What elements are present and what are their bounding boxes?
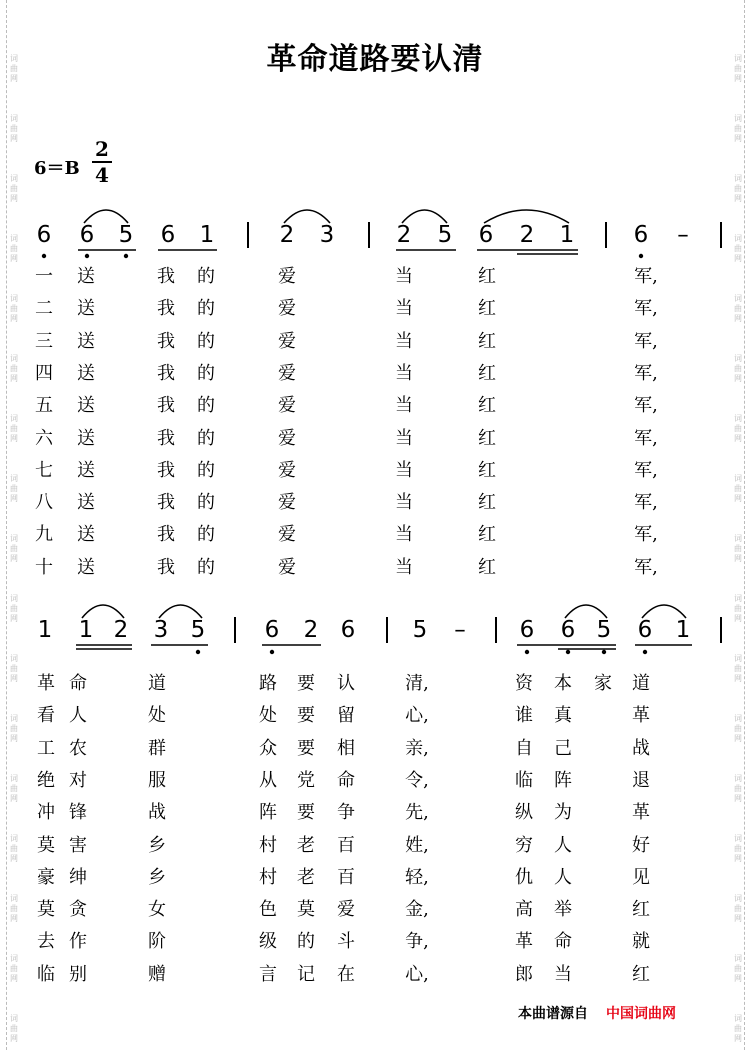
line2-lyric: 革 — [515, 931, 533, 953]
line2-lyric: 先, — [405, 802, 429, 824]
line1-lyric: 我 — [157, 492, 175, 514]
watermark-text: 词 曲 网 — [10, 414, 18, 443]
line2-lyric: 去 — [37, 931, 55, 953]
line2-lyric: 别 — [69, 963, 87, 985]
line1-lyric: 八 — [35, 492, 53, 514]
line2-lyric: 退 — [632, 769, 650, 791]
line2-lyric: 好 — [632, 834, 650, 856]
line1-lyric: 送 — [77, 492, 95, 514]
line1-lyric: 二 — [35, 298, 53, 320]
line2-note: 5 — [596, 617, 612, 643]
line2-lyric: 莫 — [37, 899, 55, 921]
line2-lyric: 纵 — [515, 802, 533, 824]
line1-lyric: 红 — [478, 266, 496, 287]
low-octave-dot — [525, 650, 529, 654]
line1-lyric: 四 — [35, 362, 53, 384]
line2-lyric: 阵 — [259, 802, 277, 824]
line1-note: 5 — [437, 222, 453, 248]
line2-lyric: 对 — [69, 769, 87, 791]
line2-lyric: 村 — [259, 866, 277, 888]
line2-lyric: 莫 — [37, 834, 55, 856]
line1-lyric: 爱 — [278, 395, 296, 417]
watermark-text: 词 曲 网 — [10, 714, 18, 743]
line1-lyric: 爱 — [278, 427, 296, 449]
line2-note: 6 — [637, 617, 653, 643]
line1-lyric: 七 — [35, 459, 53, 481]
watermark-text: 词 曲 网 — [10, 1014, 18, 1043]
line1-lyric: 爱 — [278, 524, 296, 546]
line2-lyric: 轻, — [405, 866, 429, 888]
watermark-text: 词 曲 网 — [734, 894, 742, 923]
line1-lyric: 当 — [395, 459, 413, 481]
watermark-text: 词 曲 网 — [734, 534, 742, 563]
line1-lyric: 当 — [395, 492, 413, 514]
line2-lyric: 家 — [594, 673, 612, 694]
line2-lyric: 革 — [632, 802, 650, 824]
line1-lyric: 一 — [35, 266, 53, 287]
line1-lyric: 送 — [77, 524, 95, 546]
line1-note: 6 — [36, 222, 52, 248]
line1-lyric: 爱 — [278, 556, 296, 578]
watermark-text: 词 曲 网 — [734, 234, 742, 263]
slur — [402, 210, 447, 223]
line1-lyric: 五 — [35, 395, 53, 417]
slur — [84, 210, 128, 223]
line1-lyric: 当 — [395, 330, 413, 352]
line1-lyric: 我 — [157, 362, 175, 384]
line1-lyric: 的 — [197, 556, 215, 578]
line1-lyric: 军, — [634, 427, 658, 449]
low-octave-dot — [42, 254, 46, 258]
watermark-text: 词 曲 网 — [734, 174, 742, 203]
watermark-text: 词 曲 网 — [10, 954, 18, 983]
slur — [284, 210, 330, 223]
line1-note: 2 — [279, 222, 295, 248]
line2-lyric: 举 — [554, 899, 572, 921]
line2-lyric: 谁 — [515, 705, 533, 727]
line1-lyric: 的 — [197, 492, 215, 514]
line1-lyric: 军, — [634, 492, 658, 514]
line2-lyric: 就 — [632, 931, 650, 953]
watermark-text: 词 曲 网 — [734, 474, 742, 503]
watermark-text: 词 曲 网 — [10, 774, 18, 803]
line2-lyric: 红 — [632, 963, 650, 985]
line2-lyric: 莫 — [297, 899, 315, 921]
low-octave-dot — [124, 254, 128, 258]
line2-lyric: 冲 — [37, 802, 55, 824]
watermark-text: 词 曲 网 — [10, 54, 18, 83]
line2-note: 6 — [560, 617, 576, 643]
line2-lyric: 心, — [405, 963, 429, 985]
line2-lyric: 斗 — [337, 931, 355, 953]
line1-lyric: 当 — [395, 524, 413, 546]
line1-lyric: 送 — [77, 556, 95, 578]
line2-lyric: 工 — [37, 737, 55, 759]
line2-lyric: 自 — [515, 737, 533, 759]
line2-lyric: 临 — [515, 769, 533, 791]
line2-lyric: 锋 — [69, 802, 87, 824]
song-title: 革命道路要认清 — [266, 42, 484, 77]
watermark-text: 词 曲 网 — [734, 114, 742, 143]
watermark-text: 词 曲 网 — [10, 534, 18, 563]
line2-lyric: 看 — [37, 705, 55, 727]
line2-lyric: 人 — [554, 866, 572, 888]
line1-lyric: 送 — [77, 459, 95, 481]
line1-lyric: 爱 — [278, 459, 296, 481]
line1-lyric: 的 — [197, 330, 215, 352]
line2-lyric: 绅 — [69, 866, 87, 888]
watermark-text: 词 曲 网 — [734, 54, 742, 83]
line2-lyric: 高 — [515, 899, 533, 921]
line2-lyric: 记 — [297, 963, 315, 985]
line2-lyric: 作 — [69, 931, 87, 953]
line2-lyric: 革 — [37, 673, 55, 694]
line1-lyric: 送 — [77, 362, 95, 384]
watermark-text: 词 曲 网 — [10, 294, 18, 323]
line2-lyric: 要 — [297, 802, 315, 824]
line2-note: 2 — [113, 617, 129, 643]
line1-lyric: 送 — [77, 298, 95, 320]
line1-lyric: 我 — [157, 524, 175, 546]
line2-note: – — [454, 617, 466, 643]
line2-lyric: 老 — [297, 866, 315, 888]
line1-note: – — [677, 222, 689, 248]
line2-lyric: 令, — [405, 769, 429, 791]
line2-lyric: 绝 — [37, 769, 55, 791]
line2-lyric: 留 — [337, 705, 355, 727]
source-label: 本曲谱源自 — [518, 1006, 588, 1022]
line2-lyric: 命 — [337, 769, 355, 791]
line1-lyric: 的 — [197, 298, 215, 320]
key-signature: 6＝B — [34, 158, 80, 179]
low-octave-dot — [270, 650, 274, 654]
line1-lyric: 爱 — [278, 298, 296, 320]
line2-lyric: 从 — [259, 769, 277, 791]
line1-note: 2 — [519, 222, 535, 248]
line2-note: 2 — [303, 617, 319, 643]
line1-lyric: 的 — [197, 395, 215, 417]
line1-lyric: 红 — [478, 556, 496, 578]
line1-lyric: 当 — [395, 395, 413, 417]
line1-lyric: 红 — [478, 524, 496, 546]
line1-lyric: 的 — [197, 524, 215, 546]
line2-lyric: 在 — [337, 963, 355, 985]
line2-lyric: 服 — [148, 769, 166, 791]
line2-note: 1 — [37, 617, 53, 643]
line2-lyric: 豪 — [37, 866, 55, 888]
line1-lyric: 我 — [157, 427, 175, 449]
source-brand-link[interactable]: 中国词曲网 — [606, 1006, 676, 1022]
line2-lyric: 村 — [259, 834, 277, 856]
line1-lyric: 军, — [634, 330, 658, 352]
line2-lyric: 姓, — [405, 834, 429, 856]
line2-lyric: 害 — [69, 834, 87, 856]
line2-lyric: 本 — [554, 673, 572, 694]
watermark-text: 词 曲 网 — [734, 654, 742, 683]
line1-lyric: 红 — [478, 492, 496, 514]
slur — [565, 605, 607, 618]
line1-note: 1 — [199, 222, 215, 248]
line2-note: 1 — [78, 617, 94, 643]
line1-lyric: 军, — [634, 266, 658, 287]
line1-lyric: 军, — [634, 524, 658, 546]
line2-lyric: 阵 — [554, 769, 572, 791]
line1-lyric: 我 — [157, 459, 175, 481]
line1-lyric: 的 — [197, 427, 215, 449]
line1-note: 6 — [478, 222, 494, 248]
line1-lyric: 军, — [634, 298, 658, 320]
line1-note: 1 — [559, 222, 575, 248]
line2-lyric: 争, — [405, 931, 429, 953]
line2-lyric: 要 — [297, 673, 315, 694]
line2-lyric: 言 — [259, 963, 277, 985]
time-signature-top: 2 — [95, 137, 109, 161]
line2-lyric: 战 — [632, 737, 650, 759]
line2-lyric: 临 — [37, 963, 55, 985]
line2-lyric: 见 — [632, 866, 650, 888]
line1-lyric: 九 — [35, 524, 53, 546]
line1-note: 6 — [79, 222, 95, 248]
line1-lyric: 我 — [157, 330, 175, 352]
line1-lyric: 军, — [634, 556, 658, 578]
line2-lyric: 穷 — [515, 834, 533, 856]
line2-lyric: 为 — [554, 802, 572, 824]
line2-lyric: 群 — [148, 737, 166, 759]
line2-lyric: 众 — [259, 737, 277, 759]
line2-lyric: 要 — [297, 705, 315, 727]
line2-lyric: 百 — [337, 834, 355, 856]
low-octave-dot — [196, 650, 200, 654]
line2-lyric: 百 — [337, 866, 355, 888]
line2-lyric: 革 — [632, 705, 650, 727]
line1-lyric: 我 — [157, 395, 175, 417]
line2-note: 5 — [190, 617, 206, 643]
watermark-text: 词 曲 网 — [10, 354, 18, 383]
line2-lyric: 要 — [297, 737, 315, 759]
line1-lyric: 当 — [395, 427, 413, 449]
line1-lyric: 爱 — [278, 330, 296, 352]
line1-note: 5 — [118, 222, 134, 248]
watermark-text: 词 曲 网 — [734, 354, 742, 383]
watermark-text: 词 曲 网 — [10, 474, 18, 503]
line1-lyric: 六 — [35, 427, 53, 449]
line2-lyric: 路 — [259, 673, 277, 694]
line1-lyric: 当 — [395, 362, 413, 384]
line2-note: 3 — [153, 617, 169, 643]
low-octave-dot — [85, 254, 89, 258]
line2-lyric: 的 — [297, 931, 315, 953]
line1-lyric: 红 — [478, 427, 496, 449]
line2-lyric: 当 — [554, 963, 572, 985]
line2-lyric: 人 — [554, 834, 572, 856]
line2-lyric: 己 — [554, 737, 572, 759]
line1-lyric: 红 — [478, 395, 496, 417]
watermark-text: 词 曲 网 — [10, 594, 18, 623]
line1-lyric: 当 — [395, 266, 413, 287]
line2-lyric: 处 — [148, 705, 166, 727]
line2-lyric: 老 — [297, 834, 315, 856]
line2-lyric: 党 — [297, 769, 315, 791]
slur — [642, 605, 686, 618]
line2-lyric: 乡 — [148, 866, 166, 888]
line2-note: 6 — [340, 617, 356, 643]
slur — [159, 605, 202, 618]
line2-lyric: 命 — [554, 931, 572, 953]
line2-lyric: 乡 — [148, 834, 166, 856]
line1-lyric: 的 — [197, 362, 215, 384]
line2-lyric: 红 — [632, 899, 650, 921]
line1-lyric: 我 — [157, 556, 175, 578]
line2-lyric: 金, — [405, 899, 429, 921]
watermark-text: 词 曲 网 — [10, 654, 18, 683]
low-octave-dot — [566, 650, 570, 654]
line1-lyric: 三 — [35, 330, 53, 352]
line2-lyric: 认 — [337, 673, 355, 694]
line2-lyric: 命 — [69, 673, 87, 694]
line1-lyric: 送 — [77, 395, 95, 417]
line2-note: 5 — [412, 617, 428, 643]
line1-lyric: 军, — [634, 362, 658, 384]
watermark-text: 词 曲 网 — [734, 594, 742, 623]
watermark-text: 词 曲 网 — [10, 114, 18, 143]
watermark-text: 词 曲 网 — [10, 174, 18, 203]
line1-note: 2 — [396, 222, 412, 248]
line1-note: 6 — [160, 222, 176, 248]
line2-lyric: 处 — [259, 705, 277, 727]
line1-lyric: 送 — [77, 427, 95, 449]
line2-note: 1 — [675, 617, 691, 643]
line2-lyric: 级 — [259, 931, 277, 953]
line1-lyric: 爱 — [278, 492, 296, 514]
line1-lyric: 红 — [478, 298, 496, 320]
line2-lyric: 心, — [405, 705, 429, 727]
watermark-text: 词 曲 网 — [734, 774, 742, 803]
line2-lyric: 真 — [554, 705, 572, 727]
watermark-text: 词 曲 网 — [10, 234, 18, 263]
line1-lyric: 红 — [478, 330, 496, 352]
line2-lyric: 赠 — [148, 963, 166, 985]
line2-lyric: 相 — [337, 737, 355, 759]
line2-lyric: 资 — [515, 673, 533, 694]
line1-lyric: 十 — [35, 556, 53, 578]
line2-note: 6 — [519, 617, 535, 643]
line1-lyric: 爱 — [278, 362, 296, 384]
watermark-text: 词 曲 网 — [10, 894, 18, 923]
line1-lyric: 送 — [77, 330, 95, 352]
low-octave-dot — [639, 254, 643, 258]
line2-lyric: 女 — [148, 899, 166, 921]
line1-lyric: 军, — [634, 395, 658, 417]
line2-lyric: 道 — [148, 673, 166, 694]
line2-lyric: 贪 — [69, 899, 87, 921]
line2-note: 6 — [264, 617, 280, 643]
low-octave-dot — [602, 650, 606, 654]
line1-lyric: 我 — [157, 266, 175, 287]
watermark-text: 词 曲 网 — [734, 294, 742, 323]
watermark-text: 词 曲 网 — [734, 1014, 742, 1043]
line1-lyric: 红 — [478, 459, 496, 481]
line1-lyric: 当 — [395, 298, 413, 320]
line2-lyric: 道 — [632, 673, 650, 694]
line1-lyric: 红 — [478, 362, 496, 384]
time-signature-bottom: 4 — [95, 163, 109, 187]
line1-lyric: 的 — [197, 459, 215, 481]
line2-lyric: 阶 — [148, 931, 166, 953]
line2-lyric: 郎 — [515, 963, 533, 985]
line2-lyric: 争 — [337, 802, 355, 824]
low-octave-dot — [643, 650, 647, 654]
line1-lyric: 爱 — [278, 266, 296, 287]
line2-lyric: 爱 — [337, 899, 355, 921]
line1-lyric: 送 — [77, 266, 95, 287]
line2-lyric: 清, — [405, 673, 429, 694]
watermark-text: 词 曲 网 — [734, 954, 742, 983]
line2-lyric: 仇 — [515, 866, 533, 888]
line2-lyric: 人 — [69, 705, 87, 727]
line1-note: 3 — [319, 222, 335, 248]
line2-lyric: 色 — [259, 899, 277, 921]
slur — [484, 210, 569, 223]
source-credit — [518, 1003, 676, 1023]
line1-lyric: 的 — [197, 266, 215, 287]
watermark-text: 词 曲 网 — [734, 834, 742, 863]
line2-lyric: 战 — [148, 802, 166, 824]
line2-lyric: 农 — [69, 737, 87, 759]
line2-lyric: 亲, — [405, 737, 429, 759]
watermark-text: 词 曲 网 — [734, 714, 742, 743]
watermark-text: 词 曲 网 — [10, 834, 18, 863]
watermark-text: 词 曲 网 — [734, 414, 742, 443]
line1-note: 6 — [633, 222, 649, 248]
line1-lyric: 军, — [634, 459, 658, 481]
slur — [82, 605, 124, 618]
line1-lyric: 我 — [157, 298, 175, 320]
line1-lyric: 当 — [395, 556, 413, 578]
